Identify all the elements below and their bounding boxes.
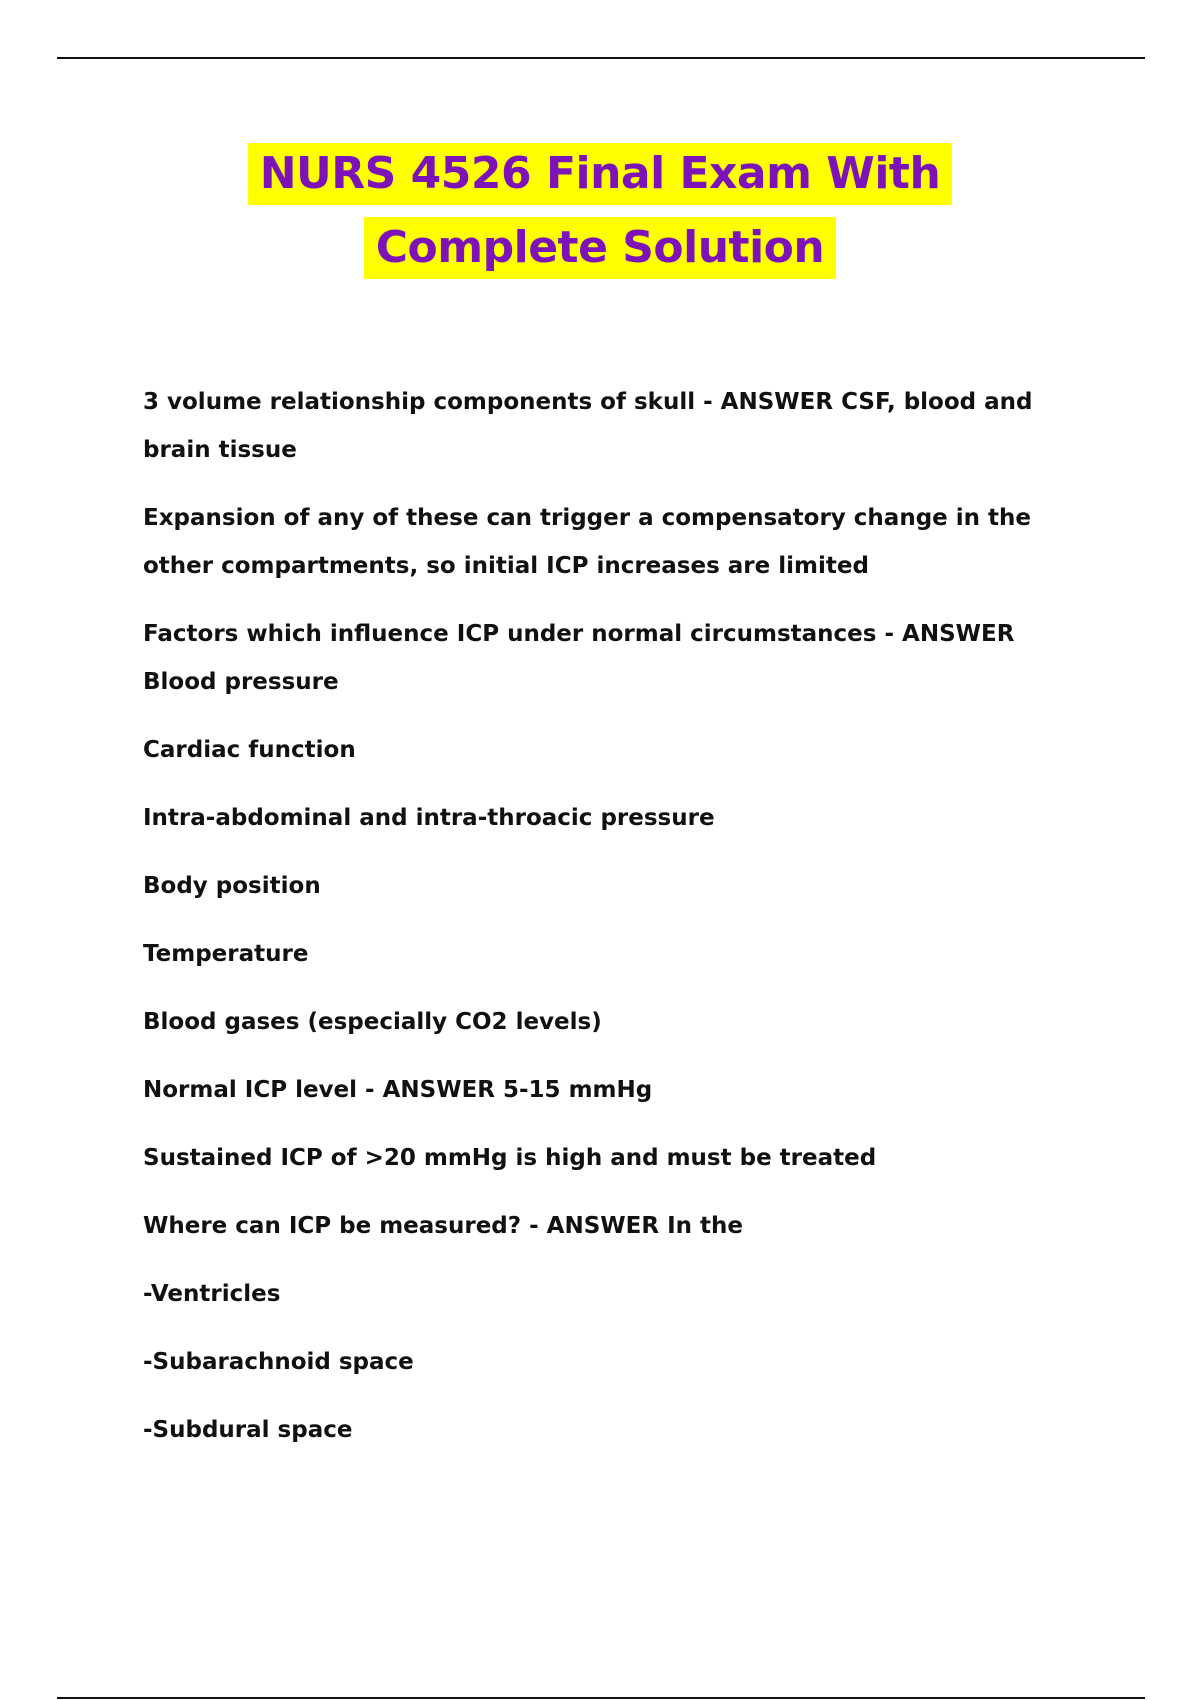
paragraph-6: Body position bbox=[143, 873, 321, 899]
document-title bbox=[0, 143, 1200, 291]
paragraph-12: -Ventricles bbox=[143, 1281, 281, 1307]
paragraph-2: Expansion of any of these can trigger a compensatory change in the other compartments, so initial ICP increases are limited bbox=[143, 505, 1032, 579]
document-body bbox=[143, 378, 1083, 1474]
paragraph-11: Where can ICP be measured? - ANSWER In the bbox=[143, 1213, 743, 1239]
paragraph-9: Normal ICP level - ANSWER 5-15 mmHg bbox=[143, 1077, 653, 1103]
paragraph-13: -Subarachnoid space bbox=[143, 1349, 414, 1375]
title-line-1: NURS 4526 Final Exam With bbox=[248, 143, 953, 205]
paragraph-1: 3 volume relationship components of skull - ANSWER CSF, blood and brain tissue bbox=[143, 389, 1033, 463]
paragraph-14: -Subdural space bbox=[143, 1417, 353, 1443]
paragraph-3: Factors which influence ICP under normal circumstances - ANSWER Blood pressure bbox=[143, 621, 1015, 695]
paragraph-10: Sustained ICP of >20 mmHg is high and must be treated bbox=[143, 1145, 877, 1171]
paragraph-5: Intra-abdominal and intra-throacic pressure bbox=[143, 805, 715, 831]
paragraph-8: Blood gases (especially CO2 levels) bbox=[143, 1009, 602, 1035]
paragraph-7: Temperature bbox=[143, 941, 309, 967]
paragraph-4: Cardiac function bbox=[143, 737, 356, 763]
bottom-rule bbox=[57, 1697, 1145, 1699]
top-rule bbox=[57, 57, 1145, 59]
title-line-2: Complete Solution bbox=[364, 217, 836, 279]
